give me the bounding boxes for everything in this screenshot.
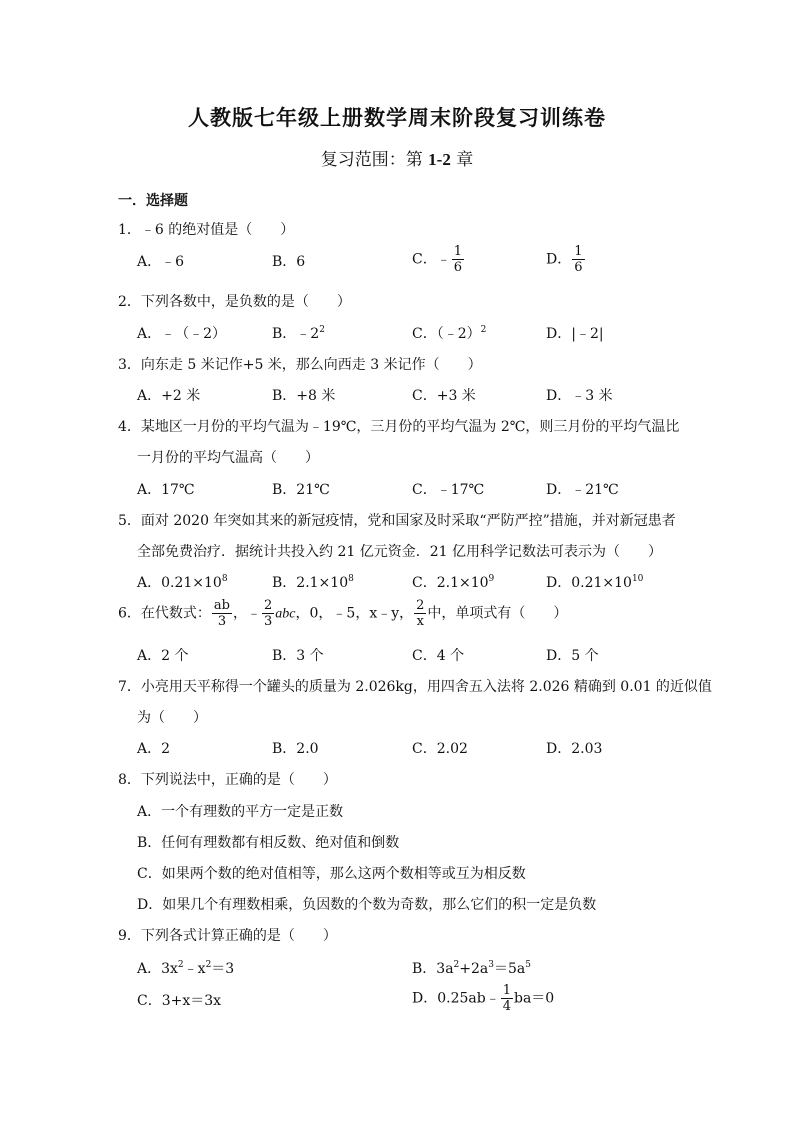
q6-fraction-2	[262, 598, 274, 629]
subtitle-suffix: 章	[450, 150, 474, 170]
q1-d-prefix: D．	[546, 251, 572, 268]
q9-a-exponent: 2	[205, 960, 212, 970]
q7-option-c: C．2.02	[412, 741, 468, 757]
q6-fraction-1	[212, 598, 232, 629]
q4-option-b: B．21℃	[272, 482, 330, 498]
q5-b-exponent: 8	[348, 574, 354, 584]
fraction-denominator: 6	[453, 260, 462, 275]
fraction-denominator: 6	[574, 260, 583, 275]
q7-option-d: D．2.03	[546, 741, 603, 757]
q5-option-a	[137, 572, 228, 592]
q7-option-b: B．2.0	[272, 741, 319, 757]
q1-c-fraction	[452, 244, 464, 275]
q6-option-c: C．4 个	[412, 648, 465, 664]
q5-d-base: D．0.21×10	[546, 575, 632, 591]
q8-option-c: C．如果两个数的绝对值相等，那么这两个数相等或互为相反数	[137, 866, 526, 882]
q9-d-part: D．0.25ab﹣	[412, 990, 500, 1007]
q9-d-part: ba＝0	[514, 990, 555, 1007]
q9-option-d	[412, 983, 554, 1014]
q9-a-exponent: 2	[177, 960, 184, 970]
question-7-line-1: 7．小亮用天平称得一个罐头的质量为 2.026kg，用四舍五入法将 2.026 精确到 0.01 的近似值	[118, 679, 712, 695]
page-subtitle	[0, 145, 794, 170]
q4-option-c: C．﹣17℃	[412, 482, 485, 498]
q6-suffix: 中，单项式有（ ）	[427, 605, 568, 622]
page-title: 人教版七年级上册数学周末阶段复习训练卷	[188, 105, 606, 130]
q5-a-base: A．0.21×10	[137, 575, 222, 591]
q1-option-a: A．﹣6	[137, 254, 185, 270]
q6-option-b: B．3 个	[272, 648, 324, 664]
fraction-numerator: 1	[453, 244, 462, 259]
q5-option-c	[412, 572, 494, 592]
subtitle-prefix: 复习范围：第	[320, 150, 429, 170]
question-1-stem: 1．﹣6 的绝对值是（ ）	[118, 222, 295, 238]
fraction-denominator: 3	[217, 614, 227, 629]
question-2-stem: 2．下列各数中，是负数的是（ ）	[118, 294, 351, 310]
q1-option-d	[546, 244, 586, 275]
q5-d-exponent: 10	[631, 574, 644, 584]
fraction-numerator: 2	[416, 598, 425, 613]
q9-b-part: +2a	[459, 961, 489, 977]
q8-option-b: B．任何有理数都有相反数、绝对值和倒数	[137, 835, 400, 851]
fraction-numerator: 1	[502, 983, 511, 998]
q9-b-exponent: 2	[453, 960, 460, 970]
fraction-numerator: 1	[574, 244, 583, 259]
fraction-denominator: 4	[502, 999, 511, 1014]
q6-option-a: A．2 个	[137, 648, 189, 664]
q3-option-a: A．+2 米	[137, 388, 201, 404]
q9-b-exponent: 5	[525, 960, 531, 970]
q6-fraction-3	[414, 598, 426, 629]
fraction-numerator: ab	[213, 598, 230, 613]
q5-a-exponent: 8	[221, 574, 228, 584]
q6-separator: ，﹣	[233, 605, 261, 622]
q2-c-exponent: 2	[480, 325, 487, 335]
question-9-stem: 9．下列各式计算正确的是（ ）	[118, 928, 337, 944]
question-7-line-2: 为（ ）	[137, 710, 207, 726]
question-8-stem: 8．下列说法中，正确的是（ ）	[118, 772, 337, 788]
question-4-line-2: 一月份的平均气温高（ ）	[137, 450, 319, 466]
q4-option-a: A．17℃	[137, 482, 195, 498]
q9-a-part: ﹣x	[183, 961, 206, 977]
q2-option-b	[272, 323, 325, 343]
section-heading: 一．选择题	[118, 193, 188, 209]
q2-b-base: B．﹣2	[272, 326, 320, 342]
q6-middle: ，0，﹣5，x﹣y，	[295, 605, 414, 622]
fraction-denominator: 3	[264, 614, 273, 629]
q4-option-d: D．﹣21℃	[546, 482, 619, 498]
q9-a-part: ＝3	[211, 961, 235, 977]
question-4-line-1: 4．某地区一月份的平均气温为﹣19℃，三月份的平均气温为 2℃，则三月份的平均气温比	[118, 419, 680, 435]
q5-option-b	[272, 572, 354, 592]
q8-option-d: D．如果几个有理数相乘，负因数的个数为奇数，那么它们的积一定是负数	[137, 897, 597, 913]
q1-c-prefix: C．﹣	[412, 251, 451, 268]
question-5-line-1: 5．面对 2020 年突如其来的新冠疫情，党和国家及时采取“严防严控”措施，并对新冠患者	[118, 513, 676, 529]
q5-c-base: C．2.1×10	[412, 575, 489, 591]
q3-option-c: C．+3 米	[412, 388, 476, 404]
q3-option-b: B．+8 米	[272, 388, 336, 404]
q9-b-part: B．3a	[412, 961, 454, 977]
question-6-stem	[118, 598, 567, 629]
fraction-numerator: 2	[264, 598, 273, 613]
q9-a-part: A．3x	[137, 961, 178, 977]
q6-prefix: 6．在代数式：	[118, 605, 211, 622]
question-3-stem: 3．向东走 5 米记作+5 米，那么向西走 3 米记作（ ）	[118, 357, 482, 373]
q6-option-d: D．5 个	[546, 648, 599, 664]
q9-option-c: C．3+x＝3x	[137, 993, 222, 1009]
q8-option-a: A．一个有理数的平方一定是正数	[137, 804, 344, 820]
q2-c-base: C．（﹣2）	[412, 326, 481, 342]
q5-c-exponent: 9	[488, 574, 495, 584]
q1-option-c	[412, 244, 465, 275]
q9-b-exponent: 3	[488, 960, 494, 970]
q9-option-b	[412, 958, 531, 978]
q7-option-a: A．2	[137, 741, 171, 757]
q9-option-a	[137, 958, 234, 978]
q6-variable-tail: abc	[275, 606, 296, 622]
q2-option-d: D．|﹣2|	[546, 326, 604, 342]
q2-option-a: A．﹣（﹣2）	[137, 326, 227, 342]
q5-b-base: B．2.1×10	[272, 575, 349, 591]
question-5-line-2: 全部免费治疗．据统计共投入约 21 亿元资金．21 亿用科学记数法可表示为（ ）	[137, 544, 662, 560]
q9-d-fraction	[501, 983, 513, 1014]
q5-option-d	[546, 572, 643, 592]
q9-b-part: ＝5a	[494, 961, 526, 977]
q2-option-c	[412, 323, 486, 343]
subtitle-range: 1-2	[428, 150, 451, 169]
fraction-denominator: x	[416, 614, 424, 629]
q2-b-exponent: 2	[319, 325, 325, 335]
q1-option-b: B．6	[272, 254, 306, 270]
q1-d-fraction	[572, 244, 584, 275]
q3-option-d: D．﹣3 米	[546, 388, 613, 404]
